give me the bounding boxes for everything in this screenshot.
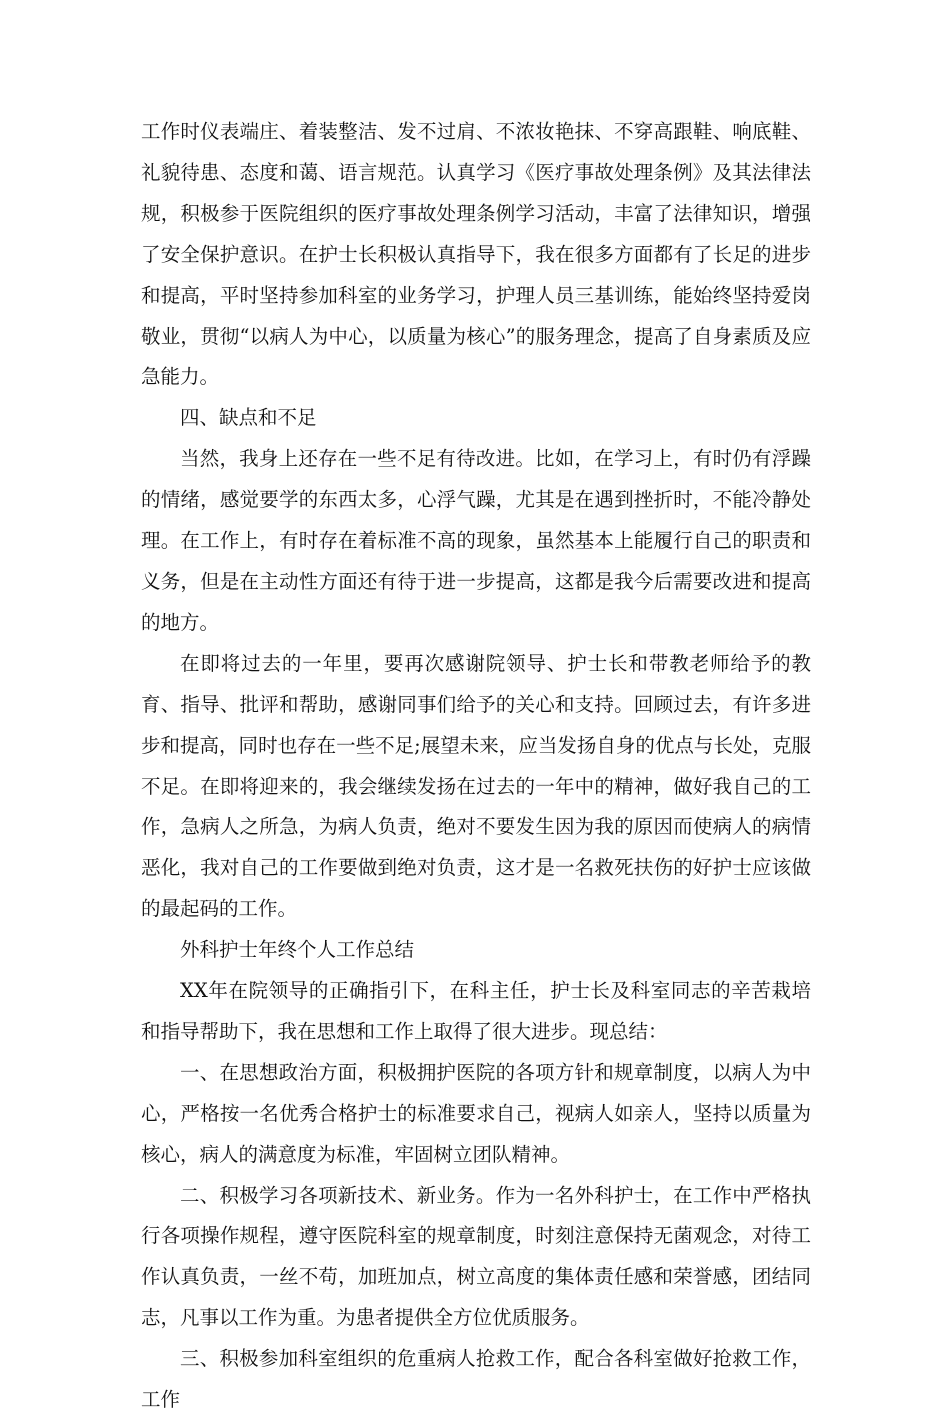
paragraph-shortcomings: 当然，我身上还存在一些不足有待改进。比如，在学习上，有时仍有浮躁的情绪，感觉要学的东西太多，心浮气躁，尤其是在遇到挫折时，不能冷静处理。在工作上，有时存在着标准不高的现象，虽然基本上能履行自己的职责和义务，但是在主动性方面还有待于进一步提高，这都是我今后需要改进和提高的地方。 xyxy=(141,447,811,634)
paragraph-closing: 在即将过去的一年里，要再次感谢院领导、护士长和带教老师给予的教育、指导、批评和帮助，感谢同事们给予的关心和支持。回顾过去，有许多进步和提高，同时也存在一些不足;展望未来，应当发扬自身的优点与长处，克服不足。在即将迎来的，我会继续发扬在过去的一年中的精神，做好我自己的工作，急病人之所急，为病人负责，绝对不要发生因为我的原因而使病人的病情恶化，我对自己的工作要做到绝对负责，这才是一名救死扶伤的好护士应该做的最起码的工作。 xyxy=(141,651,811,921)
paragraph-item-3: 三、积极参加科室组织的危重病人抢救工作，配合各科室做好抢救工作，工作 xyxy=(141,1347,811,1412)
paragraph-continued: 工作时仪表端庄、着装整洁、发不过肩、不浓妆艳抹、不穿高跟鞋、响底鞋、礼貌待患、态度和蔼、语言规范。认真学习《医疗事故处理条例》及其法律法规，积极参于医院组织的医疗事故处理条例学习活动，丰富了法律知识，增强了安全保护意识。在护士长积极认真指导下，我在很多方面都有了长足的进步和提高，平时坚持参加科室的业务学习，护理人员三基训练，能始终坚持爱岗敬业，贯彻“以病人为中心，以质量为核心”的服务理念，提高了自身素质及应急能力。 xyxy=(141,120,811,389)
document-body xyxy=(141,112,811,1421)
paragraph-item-1: 一、在思想政治方面，积极拥护医院的各项方针和规章制度，以病人为中心，严格按一名优秀合格护士的标准要求自己，视病人如亲人，坚持以质量为核心，病人的满意度为标准，牢固树立团队精神。 xyxy=(141,1060,811,1166)
paragraph-item-2: 二、积极学习各项新技术、新业务。作为一名外科护士，在工作中严格执行各项操作规程，遵守医院科室的规章制度，时刻注意保持无菌观念，对待工作认真负责，一丝不苟，加班加点，树立高度的集体责任感和荣誉感，团结同志，凡事以工作为重。为患者提供全方位优质服务。 xyxy=(141,1183,811,1330)
section-heading-shortcomings: 四、缺点和不足 xyxy=(180,406,317,430)
document-subtitle: 外科护士年终个人工作总结 xyxy=(180,938,415,962)
paragraph-intro: XX年在院领导的正确指引下，在科主任，护士长及科室同志的辛苦栽培和指导帮助下，我在思想和工作上取得了很大进步。现总结： xyxy=(141,979,811,1043)
